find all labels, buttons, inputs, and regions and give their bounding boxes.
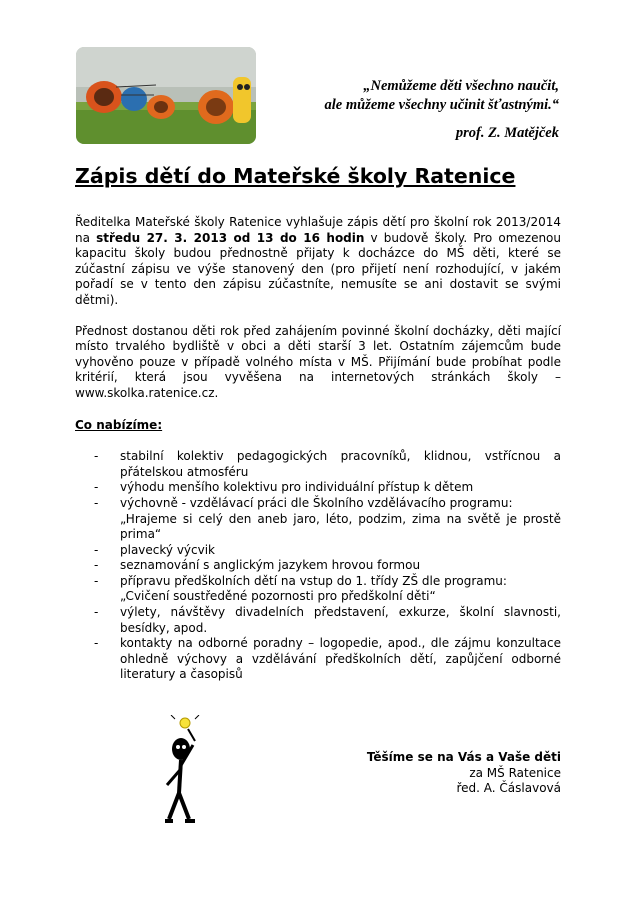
offers-list — [75, 449, 561, 683]
closing-signature — [301, 750, 561, 797]
offer-item: - seznamování s anglickým jazykem hrovou formou — [94, 558, 421, 573]
closing-greeting: Těšíme se na Vás a Vaše děti — [366, 750, 561, 764]
intro-text-start: Ředitelka Mateřské školy Ratenice vyhlašuje zápis dětí pro školní rok 2013/2014 na — [75, 215, 561, 245]
offer-item: - výhodu menšího kolektivu pro individuální přístup k dětem — [94, 480, 474, 495]
offer-item: - přípravu předškolních dětí na vstup do 1. třídy ZŠ dle programu: „Cvičení soustředěné pozornosti pro předškolní děti“ — [94, 573, 507, 604]
quote-line-1: „Nemůžeme děti všechno naučit, — [363, 78, 559, 94]
closing-org: za MŠ Ratenice — [469, 765, 561, 780]
offer-item: - výlety, návštěvy divadelních představení, exkurze, školní slavnosti, besídky, apod. — [94, 605, 561, 635]
intro-text-end: v budově školy. Pro omezenou kapacitu školy budou přednostně přijaty k docházce do MŠ děti, které se zúčastní zápisu ve výše stanovený den (pro přijetí není rozhodující, v jakém pořadí se v tento den zápisu zúčastníte, nemusíte se ani dostavit se svými dětmi). — [75, 230, 562, 307]
page-title: Zápis dětí do Mateřské školy Ratenice — [75, 164, 516, 188]
quote-author: prof. Z. Matějček — [455, 125, 559, 141]
enrollment-date: středu 27. 3. 2013 od 13 do 16 hodin — [96, 230, 365, 245]
offer-item: - stabilní kolektiv pedagogických pracovníků, klidnou, vstřícnou a přátelskou atmosféru — [94, 449, 561, 479]
offer-item: - kontakty na odborné poradny – logopedie, apod., dle zájmu konzultace ohledně výchovy a vzdělávání předškolních dětí, zapůjčení odborné literatury a časopisů — [94, 636, 561, 682]
priority-paragraph: Přednost dostanou děti rok před zahájením povinné školní docházky, děti mající místo trvalého bydliště v obci a děti starší 3 let. Ostatním zájemcům bude vyhověno pouze v případě volného místa v MŠ. Přijímání bude probíhat podle kritérií, která jsou vyvěšena na internetových stránkách školy – www.skolka.ratenice.cz. — [75, 323, 561, 400]
stick-figure-idea-icon — [155, 715, 215, 825]
document-body — [75, 215, 561, 683]
closing-director: řed. A. Čáslavová — [456, 781, 561, 795]
playground-photo — [76, 47, 256, 144]
intro-paragraph — [75, 215, 561, 309]
offer-item: - plavecký výcvik — [94, 542, 216, 557]
quote-line-2: ale můžeme všechny učinit šťastnými.“ — [324, 97, 559, 113]
offer-item: - výchovně - vzdělávací práci dle Školního vzdělávacího programu: „Hrajeme si celý den aneb jaro, léto, podzim, zima na světě je prostě prima“ — [94, 495, 561, 542]
motto-quote — [239, 77, 559, 115]
offers-heading: Co nabízíme: — [75, 417, 163, 432]
